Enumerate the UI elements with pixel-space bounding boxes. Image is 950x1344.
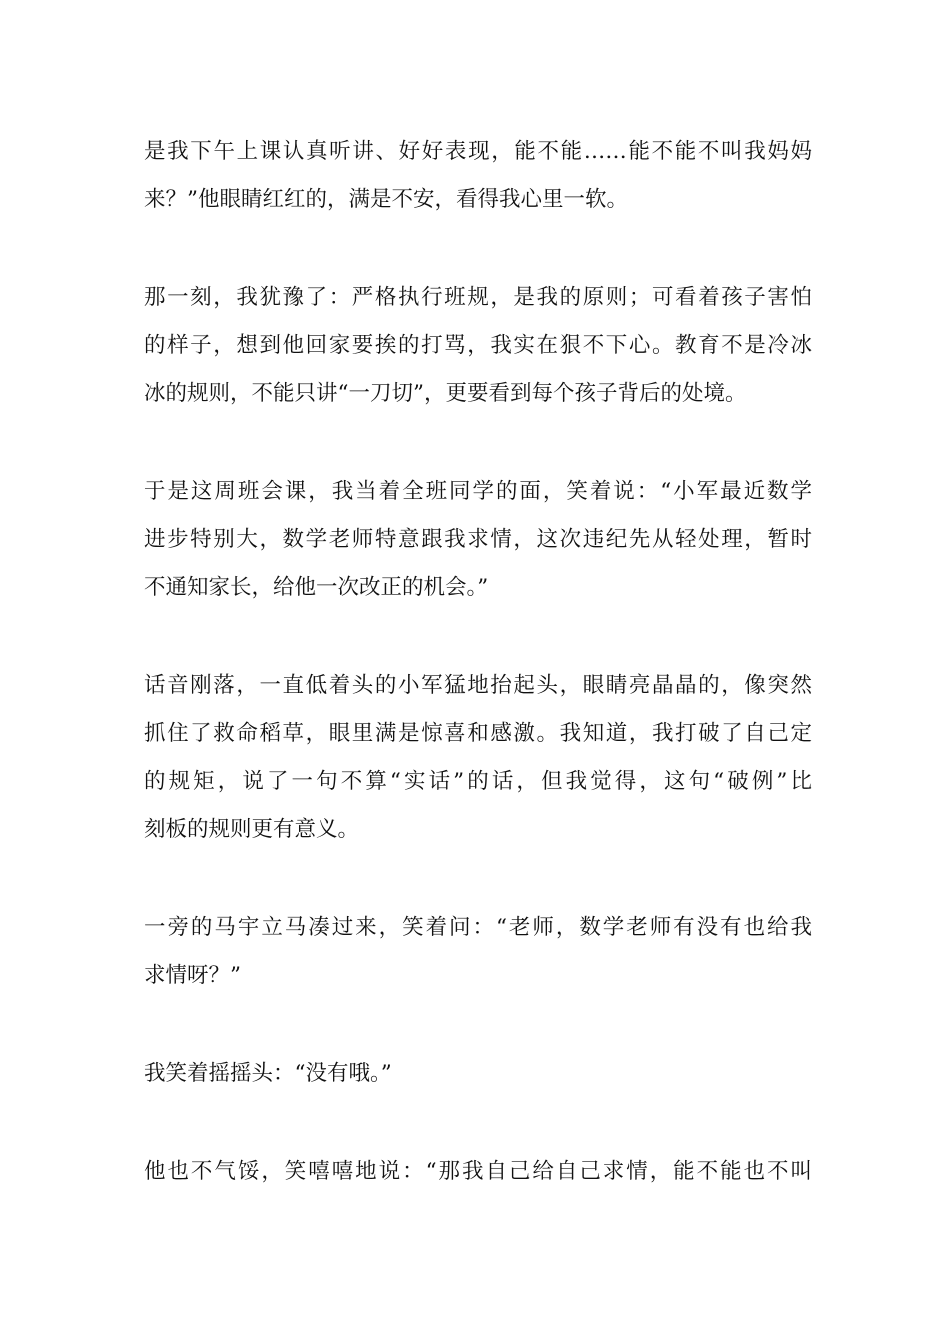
text-line: 是我下午上课认真听讲、好好表现，能不能……能不能不叫我妈妈 bbox=[144, 139, 812, 164]
text-line: 那一刻，我犹豫了：严格执行班规，是我的原则；可看着孩子害怕 bbox=[144, 285, 812, 310]
paragraph bbox=[144, 1050, 812, 1098]
text-line: 抓住了救命稻草，眼里满是惊喜和感激。我知道，我打破了自己定 bbox=[144, 721, 812, 746]
text-line: 来？”他眼睛红红的，满是不安，看得我心里一软。 bbox=[144, 187, 628, 212]
paragraph bbox=[144, 128, 812, 224]
text-line: 冰的规则，不能只讲“一刀切”，更要看到每个孩子背后的处境。 bbox=[144, 381, 747, 406]
text-line: 的样子，想到他回家要挨的打骂，我实在狠不下心。教育不是冷冰 bbox=[144, 333, 812, 358]
text-line: 不通知家长，给他一次改正的机会。” bbox=[144, 575, 489, 600]
paragraph bbox=[144, 662, 812, 854]
text-line: 他也不气馁，笑嘻嘻地说：“那我自己给自己求情，能不能也不叫 bbox=[144, 1159, 812, 1184]
text-line: 进步特别大，数学老师特意跟我求情，这次违纪先从轻处理，暂时 bbox=[144, 527, 812, 552]
text-line: 求情呀？” bbox=[144, 963, 241, 988]
paragraph bbox=[144, 904, 812, 1000]
paragraph bbox=[144, 468, 812, 612]
paragraph bbox=[144, 274, 812, 418]
text-line: 于是这周班会课，我当着全班同学的面，笑着说：“小军最近数学 bbox=[144, 479, 812, 504]
paragraph bbox=[144, 1148, 812, 1196]
text-line: 一旁的马宇立马凑过来，笑着问：“老师，数学老师有没有也给我 bbox=[144, 915, 812, 940]
text-line: 话音刚落，一直低着头的小军猛地抬起头，眼睛亮晶晶的，像突然 bbox=[144, 673, 812, 698]
text-line: 我笑着摇摇头：“没有哦。” bbox=[144, 1061, 392, 1086]
text-line: 的规矩，说了一句不算“实话”的话，但我觉得，这句“破例”比 bbox=[144, 769, 812, 794]
text-line: 刻板的规则更有意义。 bbox=[144, 817, 360, 842]
document-body bbox=[144, 128, 812, 1246]
